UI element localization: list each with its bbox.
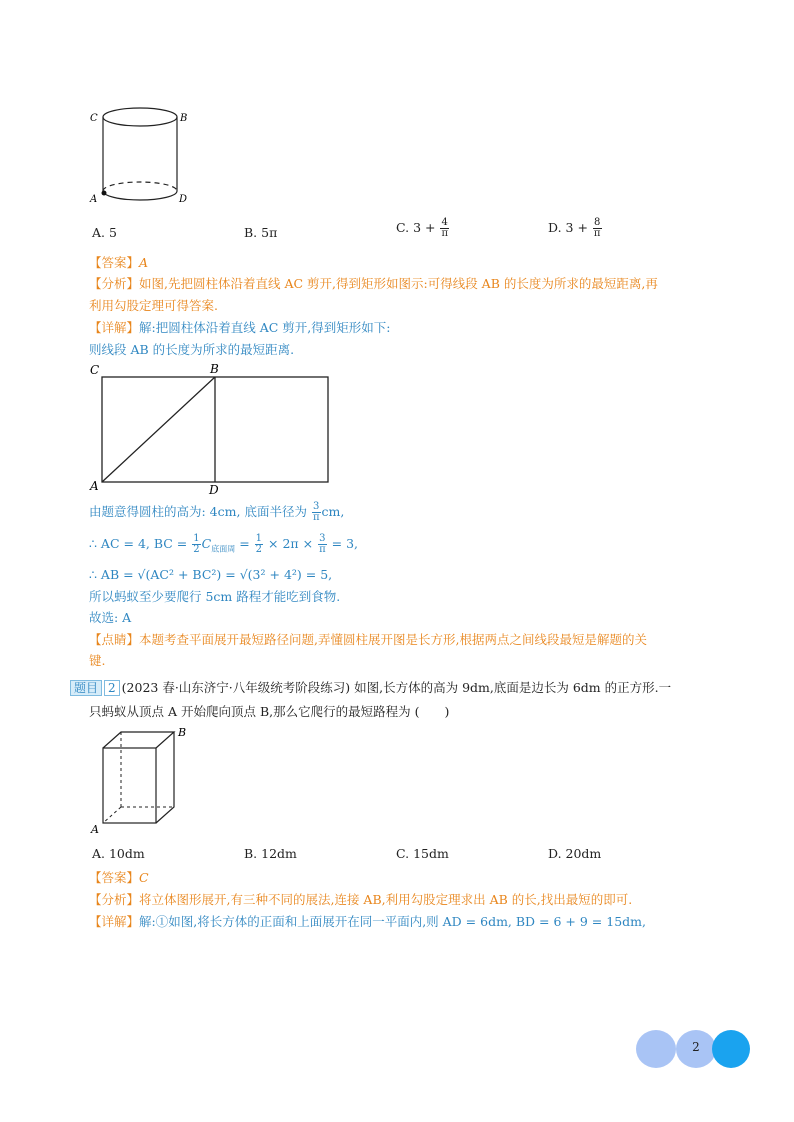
q1-option-d-num: 8 [594, 217, 601, 228]
q2-detail-tag: 【详解】 [89, 914, 140, 929]
fig1-label-c: C [90, 113, 98, 124]
solution1-prefix: 由题意得圆柱的高为: 4cm, 底面半径为 [89, 504, 307, 519]
q2-option-a: A. 10dm [92, 846, 145, 861]
q1-option-b: B. 5π [244, 225, 278, 240]
q2-answer [89, 870, 149, 886]
solution2-eq: = [235, 536, 250, 551]
solution2-frac2-den: 2 [255, 544, 263, 555]
q2-analysis-line1 [89, 892, 632, 908]
page-indicator-right-circle [712, 1030, 750, 1068]
q1-solution-line3: ∴ AB = √(AC² + BC²) = √(3² + 4²) = 5, [89, 567, 333, 582]
solution2-frac1-den: 2 [193, 544, 200, 555]
q1-analysis-line1 [89, 276, 658, 292]
q2-detail-line1 [89, 914, 646, 930]
solution2-frac2-num: 1 [255, 533, 263, 544]
q1-detail-tag: 【详解】 [89, 320, 140, 335]
fig3-label-b: B [178, 726, 187, 739]
solution2-c: C [201, 536, 212, 551]
q2-title-tag: 题目 [70, 680, 102, 696]
fig2-label-c: C [90, 363, 100, 377]
q1-option-d-den: π [593, 228, 601, 239]
fig1-label-b: B [180, 113, 188, 124]
solution2-prefix: ∴ AC = 4, BC = [89, 536, 188, 551]
solution2-frac3-den: π [319, 544, 326, 555]
q2-option-c: C. 15dm [396, 846, 449, 861]
solution2-frac2 [255, 534, 263, 555]
solution2-end: = 3, [331, 536, 358, 551]
cuboid-figure [88, 722, 198, 837]
page-indicator-left-circle [636, 1030, 676, 1068]
q2-line2: 只蚂蚁从顶点 A 开始爬向顶点 B,那么它爬行的最短路程为 ( ) [89, 704, 450, 719]
q1-comment-line2: 键. [89, 653, 106, 668]
q2-answer-value: C [139, 870, 149, 885]
q1-solution-line5: 故选: A [89, 610, 132, 625]
solution2-sub: 底面周 [211, 544, 236, 554]
q2-detail-text1: 解:①如图,将长方体的正面和上面展开在同一平面内,则 AD = 6dm, BD = 6 + 9 = 15dm, [139, 914, 646, 929]
q1-answer-value: A [139, 255, 149, 270]
q1-answer [89, 255, 148, 271]
solution2-frac1 [192, 534, 200, 555]
q1-detail-line1 [89, 320, 390, 336]
q1-option-c-num: 4 [441, 217, 448, 228]
cylinder-figure [88, 105, 198, 210]
page-number: 2 [692, 1040, 700, 1054]
solution1-fraction [312, 502, 321, 523]
q2-text1: (2023 春·山东济宁·八年级统考阶段练习) 如图,长方体的高为 9dm,底面是边长为 6dm 的正方形.一 [121, 680, 672, 695]
q2-analysis-tag: 【分析】 [89, 892, 140, 907]
q2-line1 [70, 680, 671, 696]
fig1-label-a: A [90, 194, 98, 205]
fig3-label-a: A [91, 823, 99, 836]
q1-option-d [548, 218, 603, 239]
q1-option-d-prefix: D. 3 + [548, 220, 588, 235]
solution2-frac3-num: 3 [319, 533, 326, 544]
q2-analysis-text1: 将立体图形展开,有三种不同的展法,连接 AB,利用勾股定理求出 AB 的长,找出最短的即可. [139, 892, 633, 907]
q1-solution-line4: 所以蚂蚁至少要爬行 5cm 路程才能吃到食物. [89, 589, 341, 604]
q1-option-d-fraction [593, 218, 602, 239]
fig1-label-d: D [179, 194, 188, 205]
q2-option-d: D. 20dm [548, 846, 602, 861]
q1-option-c-prefix: C. 3 + [396, 220, 436, 235]
q1-detail-text1: 解:把圆柱体沿着直线 AC 剪开,得到矩形如下: [139, 320, 391, 335]
q1-option-c-fraction [440, 218, 449, 239]
q2-option-b: B. 12dm [244, 846, 297, 861]
q1-option-c [396, 218, 450, 239]
unfolded-rectangle-figure [88, 360, 333, 495]
q1-solution-line2 [89, 532, 358, 562]
solution2-mid: × 2π × [268, 536, 314, 551]
fig2-label-a: A [90, 479, 99, 493]
solution1-den: π [312, 512, 320, 523]
q2-answer-tag: 【答案】 [89, 870, 140, 885]
q1-analysis-tag: 【分析】 [89, 276, 140, 291]
solution1-num: 3 [313, 501, 320, 512]
q1-solution-line1 [89, 500, 344, 524]
q1-option-a: A. 5 [92, 225, 117, 240]
q1-answer-tag: 【答案】 [89, 255, 140, 270]
fig2-label-d: D [209, 483, 219, 495]
q1-option-c-den: π [441, 228, 449, 239]
fig2-label-b: B [210, 362, 219, 376]
q1-analysis-text1: 如图,先把圆柱体沿着直线 AC 剪开,得到矩形如图示:可得线段 AB 的长度为所求的最短距离,再 [139, 276, 658, 291]
solution2-frac3 [318, 534, 327, 555]
solution2-frac1-num: 1 [193, 533, 200, 544]
q2-number: 2 [104, 680, 120, 696]
solution1-suffix: cm, [321, 504, 345, 519]
q1-comment-line1 [89, 632, 647, 648]
q1-analysis-line2: 利用勾股定理可得答案. [89, 298, 218, 313]
q1-detail-line2: 则线段 AB 的长度为所求的最短距离. [89, 342, 295, 357]
q1-comment-tag: 【点睛】 [89, 632, 140, 647]
q1-comment-text1: 本题考查平面展开最短路径问题,弄懂圆柱展开图是长方形,根据两点之间线段最短是解题的关 [139, 632, 647, 647]
